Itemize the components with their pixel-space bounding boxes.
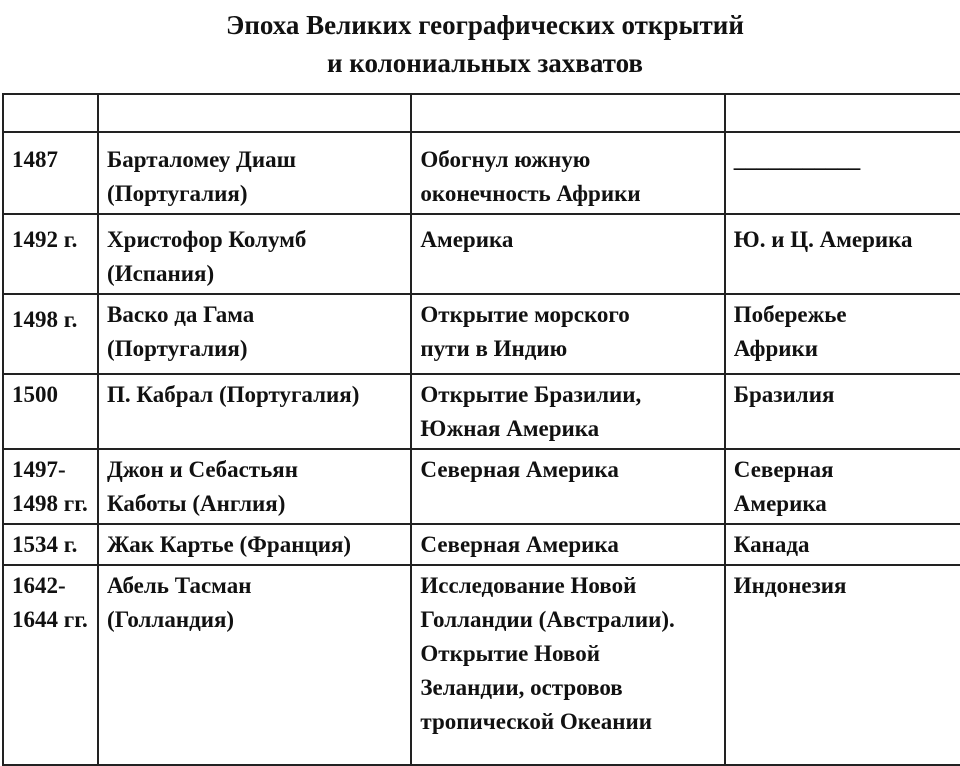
explorer-cell: Христофор Колумб (Испания) — [98, 214, 411, 294]
year-cell: 1497- 1498 гг. — [3, 449, 98, 524]
table-row — [3, 449, 960, 524]
discovery-cell: Америка — [411, 214, 724, 294]
region-cell: Бразилия — [725, 374, 960, 449]
discoveries-table — [2, 93, 960, 766]
header-cell — [411, 94, 724, 132]
year-cell: 1492 г. — [3, 214, 98, 294]
discovery-cell: Северная Америка — [411, 449, 724, 524]
year-cell: 1642- 1644 гг. — [3, 565, 98, 765]
discovery-cell: Открытие морского пути в Индию — [411, 294, 724, 374]
region-cell: Северная Америка — [725, 449, 960, 524]
table-row — [3, 565, 960, 765]
explorer-cell: Барталомеу Диаш (Португалия) — [98, 132, 411, 214]
table-row — [3, 294, 960, 374]
year-cell: 1487 — [3, 132, 98, 214]
discovery-cell: Северная Америка — [411, 524, 724, 565]
discovery-cell: Обогнул южную оконечность Африки — [411, 132, 724, 214]
table-header-row — [3, 94, 960, 132]
year-cell: 1534 г. — [3, 524, 98, 565]
header-cell — [3, 94, 98, 132]
table-row — [3, 214, 960, 294]
page-title — [0, 6, 960, 82]
explorer-cell: П. Кабрал (Португалия) — [98, 374, 411, 449]
region-cell: Ю. и Ц. Америка — [725, 214, 960, 294]
header-cell — [98, 94, 411, 132]
discovery-cell: Открытие Бразилии, Южная Америка — [411, 374, 724, 449]
title-line-2: и колониальных захватов — [326, 48, 643, 78]
region-cell: Побережье Африки — [725, 294, 960, 374]
explorer-cell: Жак Картье (Франция) — [98, 524, 411, 565]
header-cell — [725, 94, 960, 132]
region-cell: Канада — [725, 524, 960, 565]
region-cell: Индонезия — [725, 565, 960, 765]
table-row — [3, 132, 960, 214]
table-row — [3, 374, 960, 449]
region-cell: ___________ — [725, 132, 960, 214]
explorer-cell: Джон и Себастьян Каботы (Англия) — [98, 449, 411, 524]
title-line-1: Эпоха Великих географических открытий — [226, 10, 744, 40]
explorer-cell: Васко да Гама (Португалия) — [98, 294, 411, 374]
year-cell: 1500 — [3, 374, 98, 449]
discovery-cell: Исследование Новой Голландии (Австралии). Открытие Новой Зеландии, островов тропической Океании — [411, 565, 724, 765]
explorer-cell: Абель Тасман (Голландия) — [98, 565, 411, 765]
year-cell: 1498 г. — [3, 294, 98, 374]
table-row — [3, 524, 960, 565]
